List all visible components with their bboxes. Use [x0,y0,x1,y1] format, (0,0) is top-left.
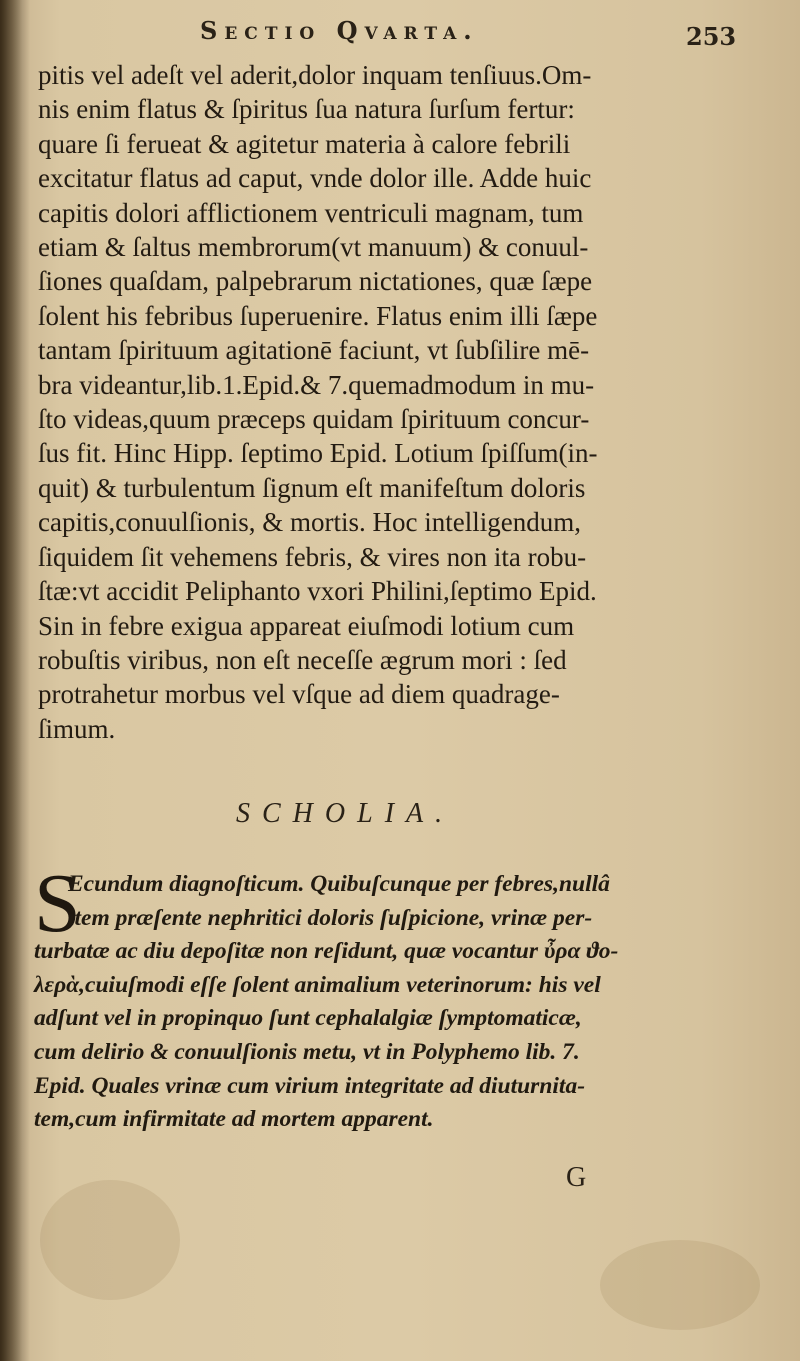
text-line: tantam ſpirituum agitationē faciunt, vt ſubſilire mē- [38,335,590,366]
scholia-line: adſunt vel in propinquo ſunt cephalalgiæ ſymptomaticæ, [34,1005,582,1032]
paper-stain [600,1240,760,1330]
scholia-line: turbatæ ac diu depoſitæ non reſidunt, quæ vocantur ὖρα ϑο- [34,938,619,965]
scholia-line: Epid. Quales vrinæ cum virium integritate ad diuturnita- [34,1072,586,1099]
main-text [38,58,738,746]
text-line: capitis,conuulſionis, & mortis. Hoc intelligendum, [38,507,581,538]
gutter-shadow [0,0,30,1361]
text-line: ſiquidem ſit vehemens febris, & vires non ita robu- [38,541,587,572]
drop-cap: S [34,857,81,950]
text-line: quare ſi ferueat & agitetur materia à calore febrili [38,128,571,159]
running-head: Sectio Qvarta. [200,16,479,45]
scholia-line: item præſente nephritici doloris ſuſpicione, vrinæ per- [68,904,593,931]
scholia-line: Ecundum diagnoſticum. Quibuſcunque per febres,nullâ [68,871,610,897]
catchword: G [566,1162,587,1193]
scholia-text [34,857,744,1137]
text-line: ſus fit. Hinc Hipp. ſeptimo Epid. Lotium ſpiſſum(in- [38,438,598,469]
scholia-heading: SCHOLIA. [236,798,455,829]
text-line: nis enim flatus & ſpiritus ſua natura ſurſum fertur: [38,94,575,125]
text-line: robuſtis viribus, non eſt neceſſe ægrum mori : ſed [38,644,567,675]
scholia-line: tem,cum infirmitate ad mortem apparent. [34,1106,434,1133]
paper-stain [40,1180,180,1300]
text-line: bra videantur,lib.1.Epid.& 7.quemadmodum in mu- [38,369,595,400]
text-line: Sin in febre exigua appareat eiuſmodi lotium cum [38,610,575,641]
scholia-line: cum delirio & conuulſionis metu, vt in Polyphemo lib. 7. [34,1038,580,1065]
text-line: ſto videas,quum præceps quidam ſpirituum concur- [38,404,590,435]
text-line: etiam & ſaltus membrorum(vt manuum) & conuul- [38,232,589,263]
text-line: ſtæ:vt accidit Peliphanto vxori Philini,ſeptimo Epid. [38,576,597,607]
text-line: excitatur flatus ad caput, vnde dolor ille. Adde huic [38,163,592,194]
text-line: quit) & turbulentum ſignum eſt manifeſtum doloris [38,472,586,503]
text-line: protrahetur morbus vel vſque ad diem quadrage- [38,679,560,710]
text-line: pitis vel adeſt vel aderit,dolor inquam tenſiuus.Om- [38,60,592,90]
text-line: capitis dolori afflictionem ventriculi magnam, tum [38,197,584,228]
text-line: ſolent his febribus ſuperuenire. Flatus enim illi ſæpe [38,300,598,331]
scholia-line: λερὰ,cuiuſmodi eſſe ſolent animalium veterinorum: his vel [34,971,601,998]
text-line: ſiones quaſdam, palpebrarum nictationes, quæ ſæpe [38,266,593,297]
page-number: 253 [686,22,737,51]
text-line: ſimum. [38,713,116,744]
